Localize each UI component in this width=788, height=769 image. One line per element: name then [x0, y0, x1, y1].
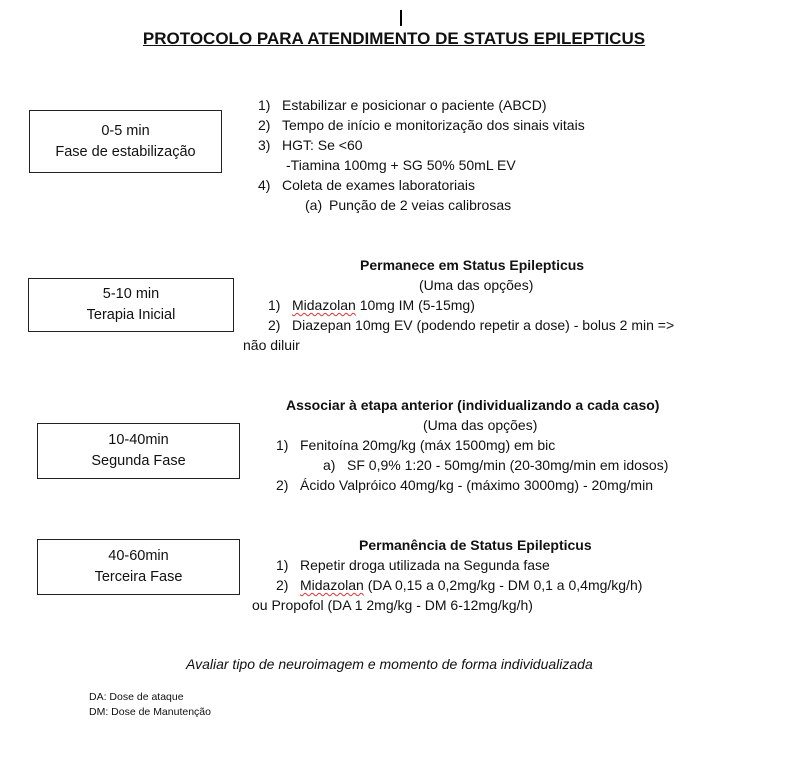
section-heading: Permanência de Status Epilepticus [359, 537, 592, 553]
item-text: HGT: Se <60 [282, 137, 363, 153]
item-number: 2) [258, 117, 271, 133]
section-subheading: (Uma das opções) [419, 277, 534, 293]
item-number: 1) [268, 297, 281, 313]
list-item [286, 155, 516, 175]
item-text: Estabilizar e posicionar o paciente (ABCD) [282, 97, 547, 113]
phase-name: Fase de estabilização [55, 143, 196, 160]
list-item [276, 575, 642, 595]
spellcheck-word: Midazolan [292, 297, 356, 313]
item-text: SF 0,9% 1:20 - 50mg/min (20-30mg/min em idosos) [347, 457, 669, 473]
list-item [258, 135, 363, 155]
item-text: -Tiamina 100mg + SG 50% 50mL EV [286, 157, 516, 173]
continuation-text: não diluir [243, 337, 300, 353]
list-item [258, 115, 585, 135]
phase-time: 10-40min [108, 432, 169, 448]
phase-name: Segunda Fase [91, 453, 186, 469]
item-number: 1) [276, 557, 289, 573]
phase-box-second-phase [37, 423, 240, 479]
continuation-text: ou Propofol (DA 1 2mg/kg - DM 6-12mg/kg/h) [252, 597, 533, 613]
item-number: 1) [258, 97, 271, 113]
item-text: Ácido Valpróico 40mg/kg - (máximo 3000mg) - 20mg/min [300, 477, 653, 493]
item-text: 10mg IM (5-15mg) [355, 297, 475, 313]
item-number: 1) [276, 437, 289, 453]
list-item [276, 435, 555, 455]
phase-name: Terceira Fase [94, 569, 183, 585]
list-item [305, 195, 511, 215]
item-text: Coleta de exames laboratoriais [282, 177, 475, 193]
item-number: 3) [258, 137, 271, 153]
phase-time: 40-60min [108, 548, 169, 564]
item-text: Diazepan 10mg EV (podendo repetir a dose) - bolus 2 min => [292, 317, 675, 333]
footnote-dm: DM: Dose de Manutenção [89, 706, 211, 718]
list-item [276, 555, 550, 575]
phase-time: 5-10 min [102, 286, 160, 302]
item-number: 2) [268, 317, 281, 333]
item-text: Tempo de início e monitorização dos sinais vitais [282, 117, 585, 133]
list-item [276, 475, 653, 495]
closing-note: Avaliar tipo de neuroimagem e momento de forma individualizada [186, 656, 593, 672]
item-number: a) [323, 457, 336, 473]
phase-time: 0-5 min [101, 122, 150, 139]
spellcheck-word: Midazolan [300, 577, 364, 593]
phase-name: Terapia Inicial [86, 307, 176, 323]
list-item [258, 175, 475, 195]
phase-box-initial-therapy [28, 278, 234, 332]
item-number: 4) [258, 177, 271, 193]
item-number: 2) [276, 577, 289, 593]
section-heading: Permanece em Status Epilepticus [360, 257, 585, 273]
list-item [268, 315, 674, 335]
item-text: (DA 0,15 a 0,2mg/kg - DM 0,1 a 0,4mg/kg/h) [363, 577, 643, 593]
list-item [258, 95, 547, 115]
footnote-da: DA: Dose de ataque [89, 691, 184, 703]
list-item [323, 455, 668, 475]
section-heading: Associar à etapa anterior (individualizando a cada caso) [286, 397, 660, 413]
item-text: Fenitoína 20mg/kg (máx 1500mg) em bic [300, 437, 556, 453]
text-cursor [400, 10, 402, 26]
list-item [268, 295, 475, 315]
document-title: PROTOCOLO PARA ATENDIMENTO DE STATUS EPILEPTICUS [142, 29, 646, 48]
section-subheading: (Uma das opções) [423, 417, 538, 433]
item-text: Repetir droga utilizada na Segunda fase [300, 557, 550, 573]
item-text: Punção de 2 veias calibrosas [329, 197, 512, 213]
item-number: (a) [305, 197, 323, 213]
phase-box-stabilization [29, 110, 222, 173]
item-number: 2) [276, 477, 289, 493]
phase-box-third-phase [37, 539, 240, 595]
